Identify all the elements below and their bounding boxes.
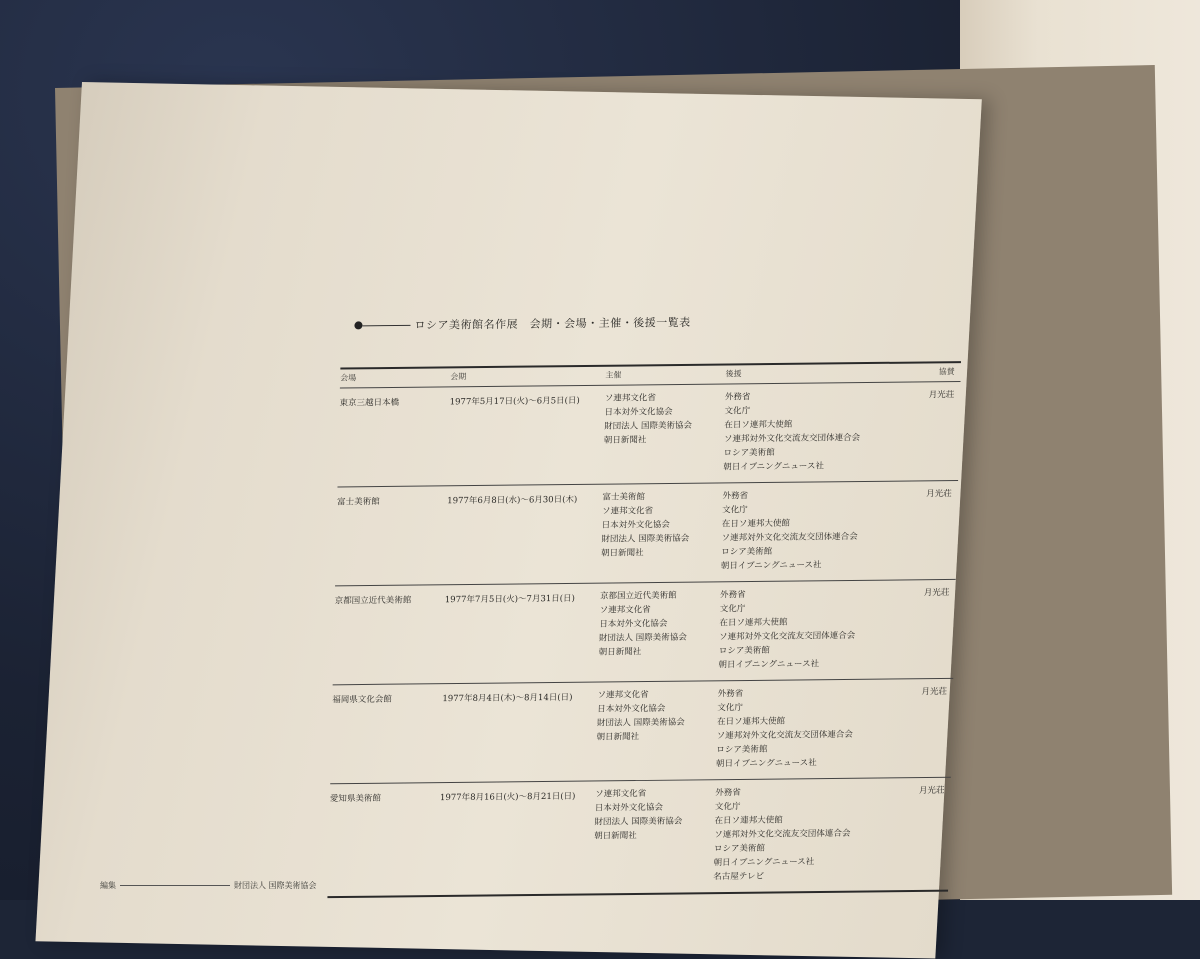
organizer-item: 日本対外文化協会 (604, 407, 673, 418)
cooperation-cell: 月光荘 (923, 587, 950, 599)
exhibition-table (327, 361, 961, 898)
table-row (327, 778, 950, 896)
title-dash (362, 324, 410, 326)
support-item: 朝日イブニングニュース社 (715, 758, 817, 770)
footer-label: 編集 (100, 881, 116, 890)
left-page (35, 82, 981, 959)
support-item: 在日ソ連邦大使館 (724, 419, 793, 431)
support-cell (716, 685, 898, 771)
period-cell: 1977年5月17日(火)～6月5日(日) (449, 396, 580, 408)
support-cell (713, 784, 896, 884)
support-item: 文化庁 (719, 604, 746, 615)
table-row (335, 481, 958, 585)
table-title-row (354, 311, 927, 333)
support-item: 朝日イブニングニュース社 (718, 659, 820, 671)
support-item: 外務省 (722, 491, 749, 502)
venue-cell: 東京三越日本橋 (339, 397, 400, 409)
support-item: 文化庁 (722, 505, 748, 516)
support-item: 朝日イブニングニュース社 (723, 461, 825, 473)
organizer-item: 朝日新聞社 (594, 830, 637, 842)
support-item: 文化庁 (714, 801, 741, 813)
organizer-item: 日本対外文化協会 (599, 618, 668, 630)
support-item: 文化庁 (717, 703, 744, 714)
period-cell: 1977年8月16日(火)～8月21日(日) (439, 791, 576, 804)
header-period: 会期 (450, 372, 467, 382)
support-cell (718, 586, 900, 672)
footer-line (120, 885, 230, 886)
organizer-item: 日本対外文化協会 (601, 519, 670, 531)
support-item: 外務省 (724, 392, 751, 403)
organizer-item: 財団法人 国際美術協会 (604, 420, 693, 432)
period-cell: 1977年6月8日(水)～6月30日(木) (447, 494, 578, 507)
organizer-item: 朝日新聞社 (598, 647, 642, 658)
table-title: ロシア美術館名作展 会期・会場・主催・後援一覧表 (414, 315, 691, 332)
organizer-item: 朝日新聞社 (596, 732, 640, 743)
support-item: 外務省 (719, 590, 746, 601)
support-item: 在日ソ連邦大使館 (719, 617, 788, 629)
header-organizer: 主催 (605, 370, 622, 380)
support-cell (723, 389, 905, 475)
support-item: ロシア美術館 (718, 645, 770, 657)
organizer-item: ソ連邦文化省 (604, 393, 657, 404)
organizer-cell (593, 786, 716, 885)
cooperation-cell: 月光荘 (918, 785, 945, 797)
organizer-item: ソ連邦文化省 (601, 506, 654, 517)
support-item: ソ連邦対外文化交流友交団体連合会 (718, 630, 856, 643)
support-cell (721, 488, 903, 574)
table-body (327, 382, 960, 896)
support-item: ソ連邦対外文化交流友交団体連合会 (716, 729, 853, 742)
venue-cell: 富士美術館 (336, 497, 380, 508)
venue-cell: 京都国立近代美術館 (334, 595, 412, 607)
support-item: 在日ソ連邦大使館 (721, 518, 791, 530)
support-item: 外務省 (717, 689, 744, 700)
support-item: ロシア美術館 (713, 843, 766, 855)
support-item: 朝日イブニングニュース社 (713, 857, 815, 869)
organizer-item: 京都国立近代美術館 (599, 590, 677, 602)
organizer-item: 日本対外文化協会 (594, 802, 664, 814)
support-item: ロシア美術館 (721, 546, 773, 558)
support-item: ソ連邦対外文化交流友交団体連合会 (721, 531, 858, 544)
organizer-item: 朝日新聞社 (603, 435, 647, 446)
period-cell: 1977年7月5日(火)～7月31日(日) (444, 593, 575, 606)
support-item: ソ連邦対外文化交流友交団体連合会 (723, 433, 861, 445)
organizer-item: 財団法人 国際美術協会 (601, 533, 690, 545)
page-content (226, 238, 955, 883)
organizer-cell (598, 588, 720, 673)
organizer-item: 財団法人 国際美術協会 (594, 816, 683, 828)
support-item: 外務省 (715, 787, 741, 799)
venue-cell: 福岡県文化会館 (332, 694, 392, 706)
support-item: 朝日イブニングニュース社 (720, 560, 822, 572)
organizer-item: 日本対外文化協会 (597, 703, 666, 715)
cooperation-cell: 月光荘 (926, 489, 952, 500)
cooperation-cell: 月光荘 (921, 686, 948, 698)
header-cooperation: 協賛 (938, 367, 955, 377)
support-item: 在日ソ連邦大使館 (716, 716, 786, 728)
footer-publisher: 財団法人 国際美術協会 (234, 881, 317, 890)
organizer-item: ソ連邦文化省 (599, 605, 651, 616)
venue-cell: 愛知県美術館 (329, 793, 382, 805)
header-support: 後援 (725, 369, 742, 379)
support-item: 名古屋テレビ (713, 871, 765, 883)
header-venue: 会場 (340, 373, 357, 383)
page-footer (100, 880, 317, 891)
organizer-cell (596, 687, 718, 772)
table-row (333, 580, 956, 684)
organizer-item: 財団法人 国際美術協会 (596, 717, 685, 729)
support-item: ロシア美術館 (723, 447, 775, 459)
support-item: 文化庁 (724, 406, 751, 417)
organizer-item: 朝日新聞社 (600, 548, 644, 559)
period-cell: 1977年8月4日(木)～8月14日(日) (442, 692, 573, 705)
table-row (337, 382, 960, 486)
organizer-item: ソ連邦文化省 (597, 690, 649, 701)
table-row (330, 679, 953, 783)
bullet-icon (354, 321, 362, 329)
organizer-cell (601, 489, 723, 574)
support-item: ソ連邦対外文化交流友交団体連合会 (714, 828, 851, 841)
organizer-item: 富士美術館 (602, 492, 646, 503)
cooperation-cell: 月光荘 (928, 390, 955, 401)
support-item: ロシア美術館 (716, 744, 768, 756)
support-item: 在日ソ連邦大使館 (714, 815, 783, 827)
organizer-item: ソ連邦文化省 (595, 788, 647, 800)
organizer-cell (603, 391, 725, 476)
organizer-item: 財団法人 国際美術協会 (598, 632, 687, 644)
